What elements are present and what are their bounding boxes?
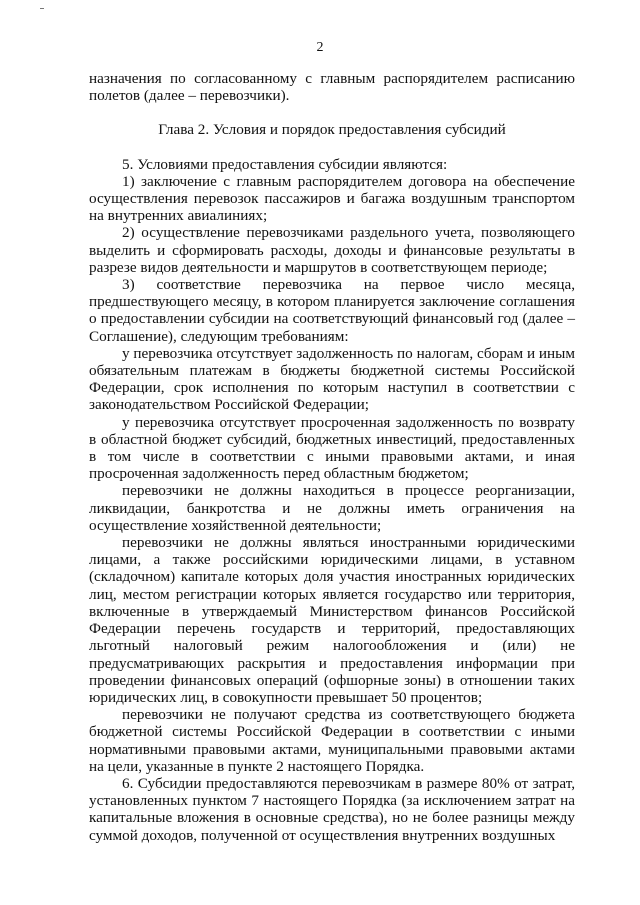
scan-mark <box>40 8 44 9</box>
document-body <box>89 70 575 844</box>
requirement-not-foreign: перевозчики не должны являться иностранными юридическими лицами, а также российскими юридическими лицами, в уставном (складочном) капитале которых доля участия иностранных юридических лиц, местом регистрации которых является государство или территория, включенные в утверждаемый Министерством финансов Российской Федерации перечень государств и территорий, предоставляющих льготный налоговый режим налогообложения и (или) не предусматривающих раскрытия и предоставления информации при проведении финансовых операций (офшорные зоны) в отношении таких юридических лиц, в совокупности превышает 50 процентов; <box>89 534 575 706</box>
intro-paragraph: назначения по согласованному с главным распорядителем расписанию полетов (далее – перевозчики). <box>89 70 575 105</box>
requirement-budget-debt: у перевозчика отсутствует просроченная задолженность по возврату в областной бюджет субсидий, бюджетных инвестиций, предоставленных в том числе в соответствии с иными правовыми актами, и иная просроченная задолженность перед областным бюджетом; <box>89 413 575 483</box>
requirement-no-reorganization: перевозчики не должны находиться в процессе реорганизации, ликвидации, банкротства и не должны иметь ограничения на осуществление хозяйственной деятельности; <box>89 482 575 534</box>
clause-5-item-1: 1) заключение с главным распорядителем договора на обеспечение осуществления перевозок пассажиров и багажа воздушным транспортом на внутренних авиалиниях; <box>89 172 575 225</box>
clause-5-intro: 5. Условиями предоставления субсидии являются: <box>122 155 448 173</box>
clause-5-item-3-rest: предшествующего месяцу, в котором планируется заключение соглашения о предоставлении субсидии на соответствующий финансовый год (далее – Соглашение), следующим требованиям: <box>89 293 575 345</box>
requirement-tax-debt: у перевозчика отсутствует задолженность по налогам, сборам и иным обязательным платежам в бюджеты бюджетной системы Российской Федерации, срок исполнения по которым наступил в соответствии с законодательством Российской Федерации; <box>89 344 575 414</box>
clause-6: 6. Субсидии предоставляются перевозчикам в размере 80% от затрат, установленных пунктом 7 настоящего Порядка (за исключением затрат на капитальные вложения в основные средства), но не более разницы между суммой доходов, полученной от осуществления внутренних воздушных <box>89 774 575 844</box>
page-number: 2 <box>316 40 324 55</box>
chapter-heading: Глава 2. Условия и порядок предоставления субсидий <box>158 121 506 139</box>
clause-5-item-2: 2) осуществление перевозчиками раздельного учета, позволяющего выделить и сформировать расходы, доходы и финансовые результаты в разрезе видов деятельности и маршрутов в соответствующем периоде; <box>89 224 575 276</box>
requirement-no-other-funds: перевозчики не получают средства из соответствующего бюджета бюджетной системы Российской Федерации в соответствии с иными нормативными правовыми актами, муниципальными правовыми актами на цели, указанные в пункте 2 настоящего Порядка. <box>89 706 575 775</box>
clause-5-item-3-lead: 3) соответствие перевозчика на первое число месяца, <box>122 276 575 294</box>
